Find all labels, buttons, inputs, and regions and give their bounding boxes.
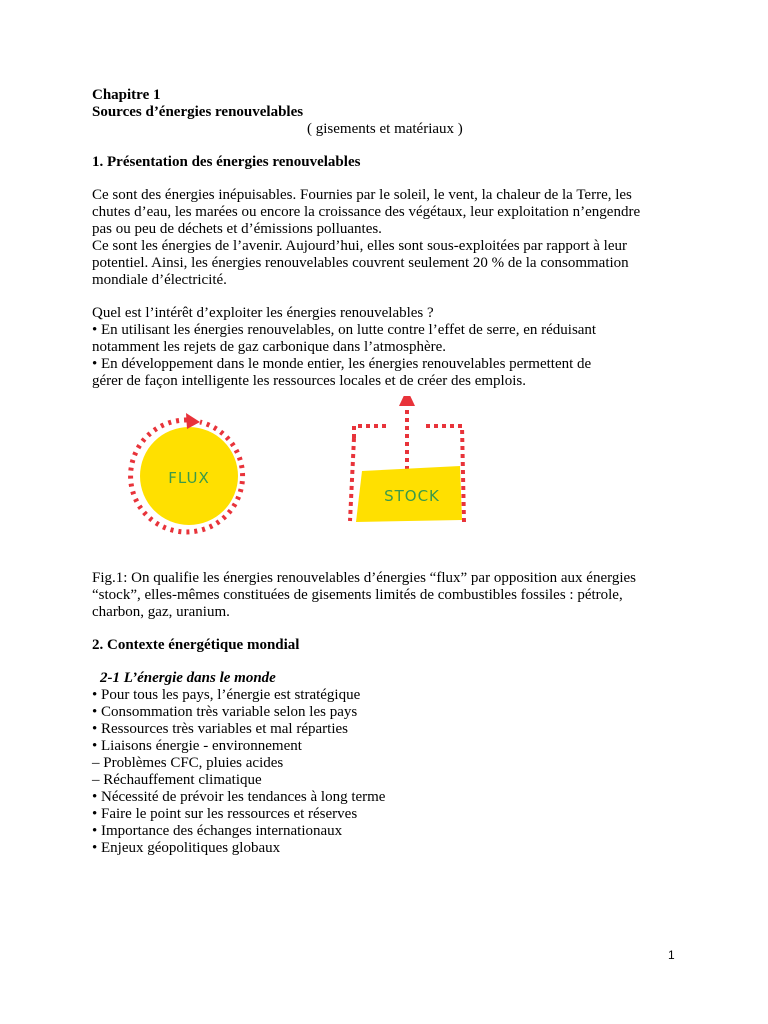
section1-paragraph-1 — [92, 187, 682, 289]
chapter-number: Chapitre 1 — [92, 87, 161, 103]
document-body — [92, 87, 682, 857]
flux-arrow-head — [186, 413, 200, 429]
stock-box-top-left — [354, 426, 388, 438]
stock-box-icon — [350, 396, 464, 522]
paragraph-line: mondiale d’électricité. — [92, 272, 227, 288]
list-item: • Ressources très variables et mal réparties — [92, 721, 348, 737]
bullet-continuation: gérer de façon intelligente les ressources locales et de créer des emplois. — [92, 373, 526, 389]
list-item: • Pour tous les pays, l’énergie est stratégique — [92, 687, 361, 703]
bullet-line: • En utilisant les énergies renouvelables, on lutte contre l’effet de serre, en réduisant — [92, 322, 597, 338]
paragraph-line: potentiel. Ainsi, les énergies renouvelables couvrent seulement 20 % de la consommation — [92, 255, 629, 271]
chapter-title: Sources d’énergies renouvelables — [92, 104, 304, 120]
chapter-subtitle: ( gisements et matériaux ) — [307, 121, 463, 137]
stock-label: STOCK — [384, 487, 440, 505]
list-item: • Enjeux géopolitiques globaux — [92, 840, 281, 856]
list-item: – Réchauffement climatique — [92, 772, 262, 788]
paragraph-line: chutes d’eau, les marées ou encore la croissance des végétaux, leur exploitation n’engendre — [92, 204, 641, 220]
list-item: • Nécessité de prévoir les tendances à long terme — [92, 789, 386, 805]
section2-list — [92, 687, 682, 857]
stock-arrow-head — [399, 396, 415, 406]
section1-paragraph-2 — [92, 305, 682, 390]
flux-sun-icon — [131, 413, 243, 532]
list-item: • Liaisons énergie - environnement — [92, 738, 302, 754]
flux-label: FLUX — [168, 469, 210, 487]
paragraph-line: Quel est l’intérêt d’exploiter les énergies renouvelables ? — [92, 305, 434, 321]
paragraph-line: Ce sont les énergies de l’avenir. Aujourd’hui, elles sont sous-exploitées par rapport à leur — [92, 238, 628, 254]
list-item: • Importance des échanges internationaux — [92, 823, 343, 839]
page-number: 1 — [668, 948, 675, 962]
figure-flux-stock — [92, 396, 682, 556]
paragraph-line: Ce sont des énergies inépuisables. Fournies par le soleil, le vent, la chaleur de la Terre, les — [92, 187, 632, 203]
caption-line: “stock”, elles-mêmes constituées de gisements limités de combustibles fossiles : pétrole, — [92, 587, 623, 603]
paragraph-line: pas ou peu de déchets et d’émissions polluantes. — [92, 221, 382, 237]
section2-heading: 2. Contexte énergétique mondial — [92, 637, 300, 653]
bullet-line: • En développement dans le monde entier, les énergies renouvelables permettent de — [92, 356, 592, 372]
caption-line: Fig.1: On qualifie les énergies renouvelables d’énergies “flux” par opposition aux énergies — [92, 570, 637, 586]
list-item: • Faire le point sur les ressources et réserves — [92, 806, 358, 822]
section2-subheading: 2-1 L’énergie dans le monde — [100, 670, 276, 686]
figure-caption — [92, 570, 682, 621]
caption-line: charbon, gaz, uranium. — [92, 604, 230, 620]
list-item: – Problèmes CFC, pluies acides — [92, 755, 284, 771]
stock-box-left — [350, 438, 354, 521]
bullet-continuation: notamment les rejets de gaz carbonique dans l’atmosphère. — [92, 339, 447, 355]
figure-illustration — [92, 396, 682, 556]
list-item: • Consommation très variable selon les pays — [92, 704, 358, 720]
section1-heading: 1. Présentation des énergies renouvelables — [92, 154, 361, 170]
